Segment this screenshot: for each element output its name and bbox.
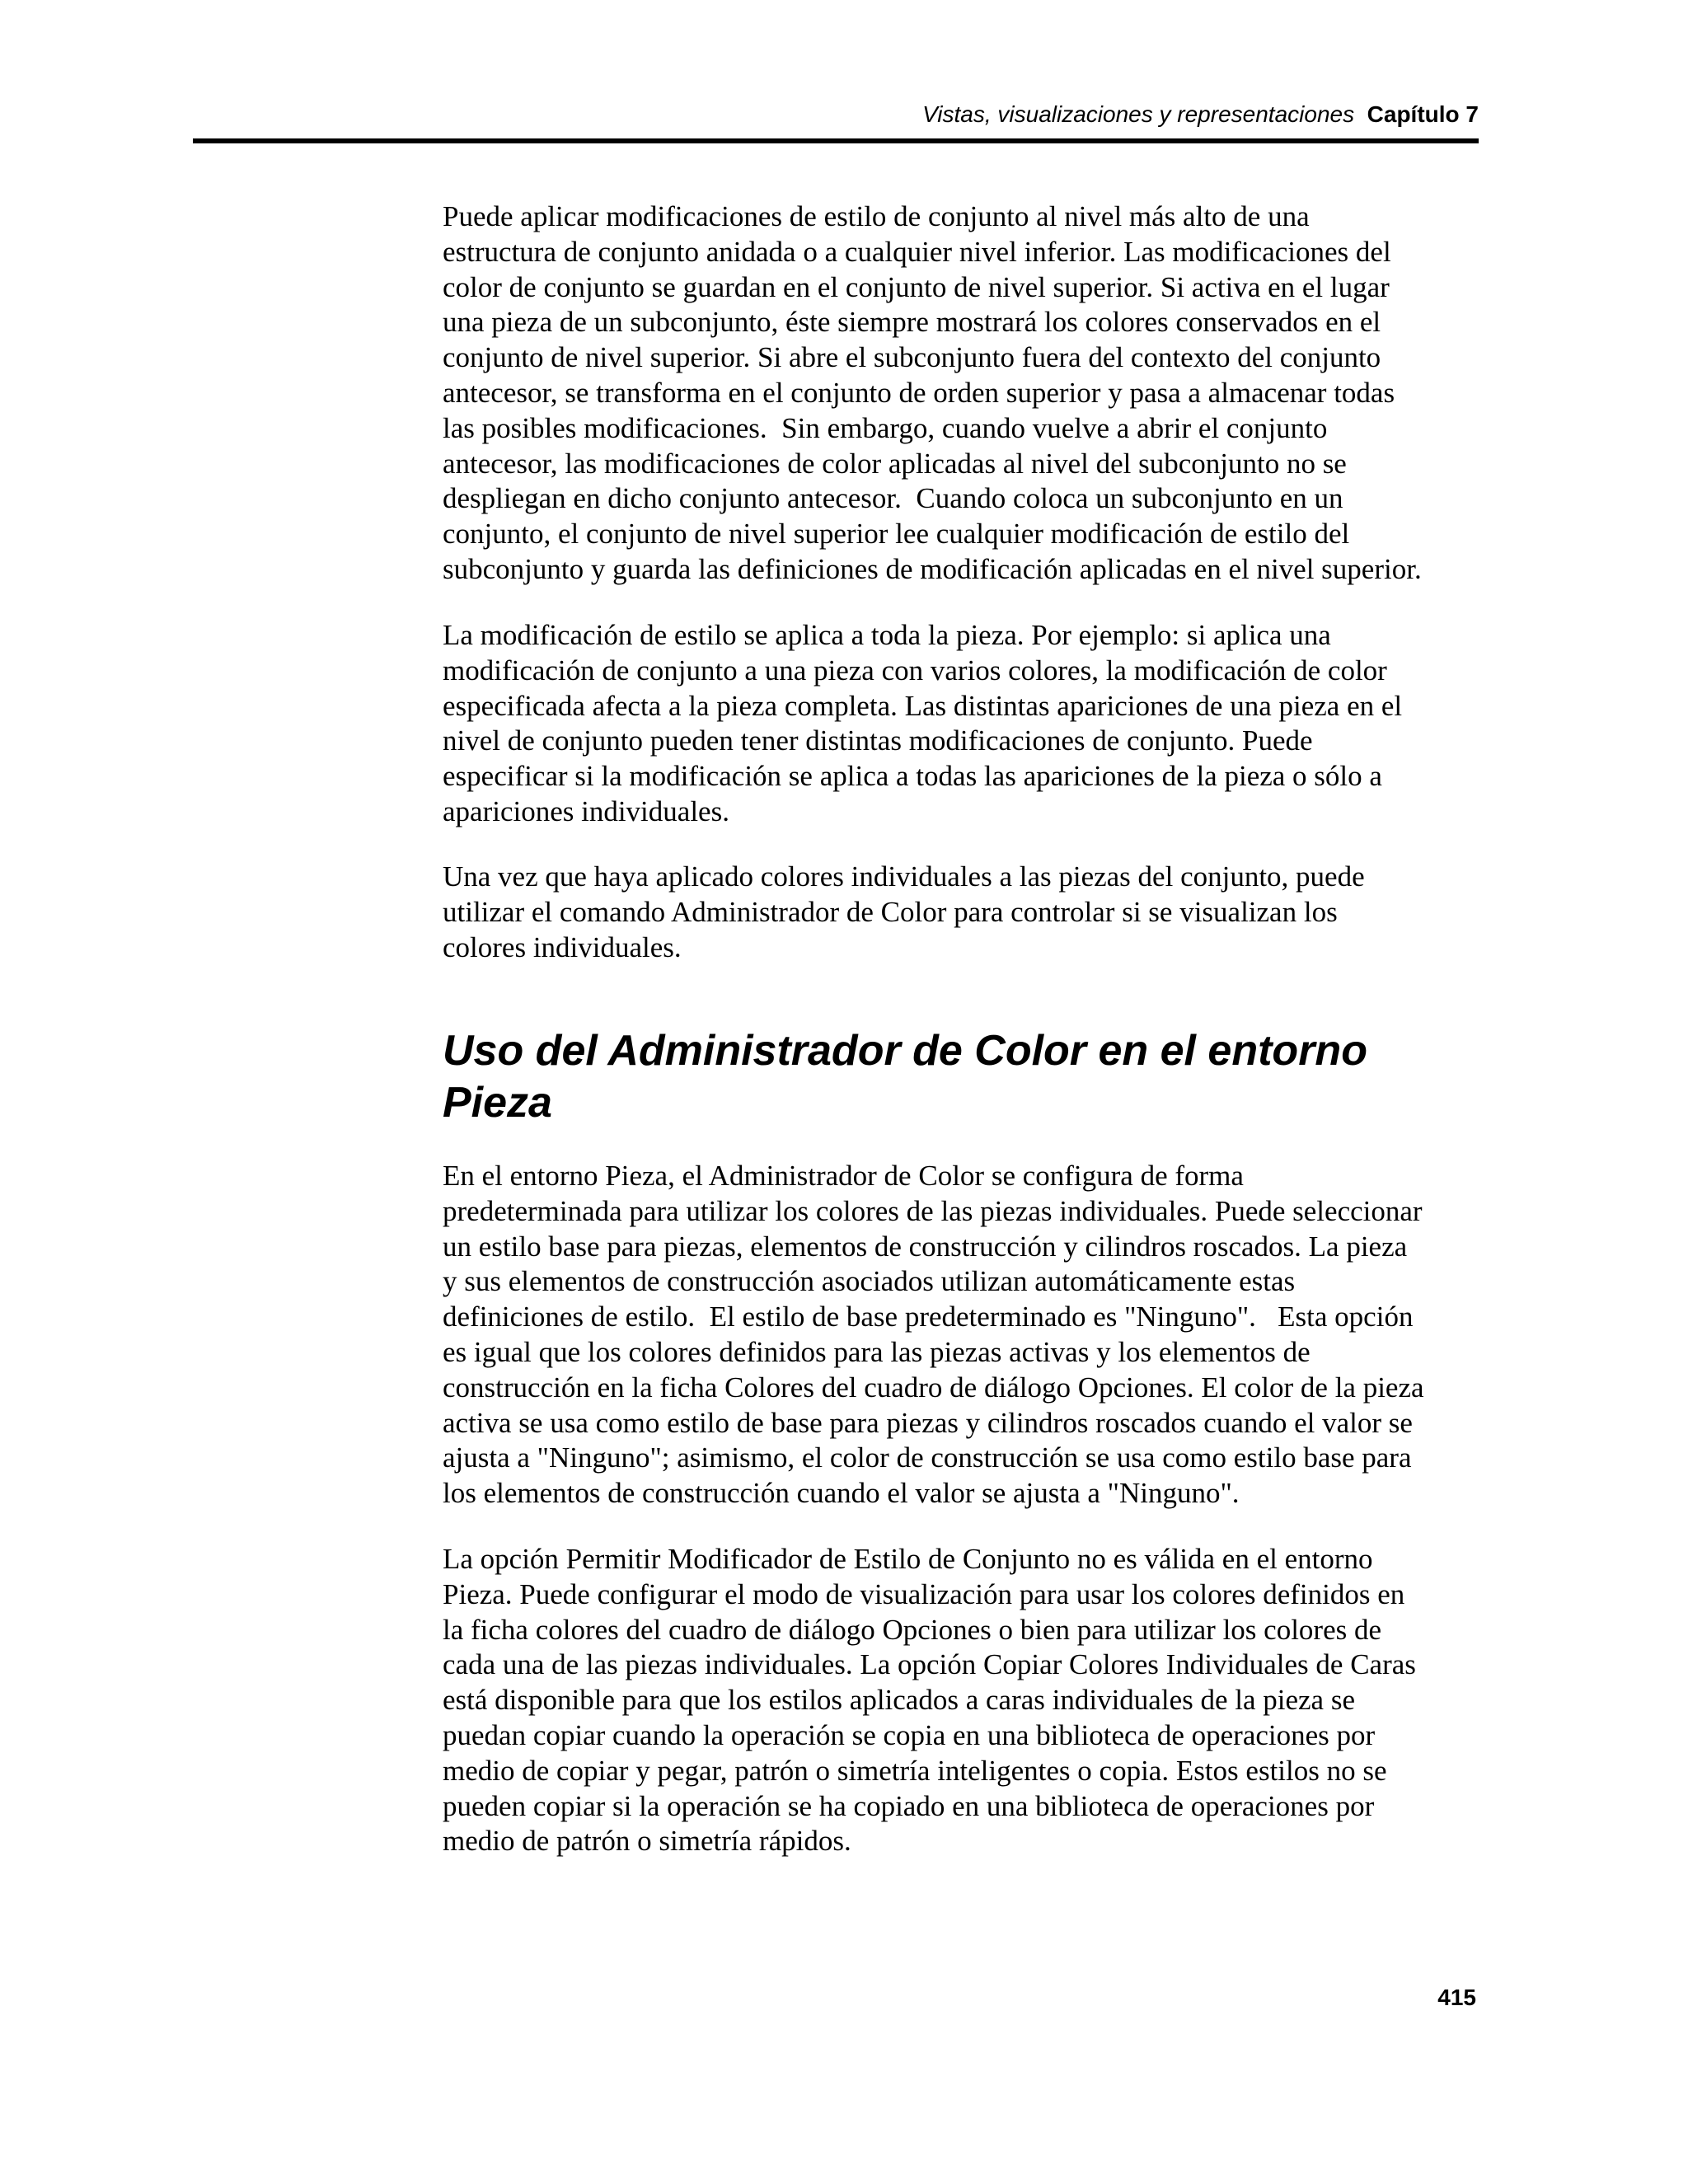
paragraph-3	[443, 860, 1514, 965]
paragraph-line: modificación de conjunto a una pieza con varios colores, la modificación de color	[443, 654, 1387, 687]
paragraph-line: las posibles modificaciones. Sin embargo, cuando vuelve a abrir el conjunto	[443, 411, 1328, 444]
paragraph-5	[443, 1542, 1514, 1859]
paragraph-line: especificar si la modificación se aplica a todas las apariciones de la pieza o sólo a	[443, 760, 1382, 793]
paragraph-line: puedan copiar cuando la operación se copia en una biblioteca de operaciones por	[443, 1718, 1376, 1751]
running-header	[922, 101, 1479, 129]
paragraph-line: cada una de las piezas individuales. La opción Copiar Colores Individuales de Caras	[443, 1648, 1416, 1681]
paragraph-line: apariciones individuales.	[443, 794, 729, 827]
section-heading-line: Pieza	[443, 1079, 552, 1127]
paragraph-line: Puede aplicar modificaciones de estilo de conjunto al nivel más alto de una	[443, 200, 1310, 232]
paragraph-line: conjunto, el conjunto de nivel superior lee cualquier modificación de estilo del	[443, 518, 1350, 551]
running-header-chapter: Capítulo 7	[1367, 101, 1479, 127]
paragraph-line: está disponible para que los estilos aplicados a caras individuales de la pieza se	[443, 1684, 1355, 1717]
paragraph-line: utilizar el comando Administrador de Color para controlar si se visualizan los	[443, 895, 1338, 928]
paragraph-line: una pieza de un subconjunto, éste siempre mostrará los colores conservados en el	[443, 306, 1381, 339]
running-header-section: Vistas, visualizaciones y representaciones	[922, 101, 1355, 127]
paragraph-line: Pieza. Puede configurar el modo de visualización para usar los colores definidos en	[443, 1577, 1405, 1610]
paragraph-line: La modificación de estilo se aplica a toda la pieza. Por ejemplo: si aplica una	[443, 619, 1331, 651]
paragraph-line: subconjunto y guarda las definiciones de modificación aplicadas en el nivel superior.	[443, 552, 1422, 585]
page-number: 415	[1437, 1985, 1476, 2010]
paragraph-line: la ficha colores del cuadro de diálogo Opciones o bien para utilizar los colores de	[443, 1613, 1382, 1646]
paragraph-line: es igual que los colores definidos para las piezas activas y los elementos de	[443, 1335, 1311, 1368]
paragraph-line: color de conjunto se guardan en el conjunto de nivel superior. Si activa en el lugar	[443, 270, 1390, 303]
header-rule	[193, 138, 1479, 143]
paragraph-line: construcción en la ficha Colores del cuadro de diálogo Opciones. El color de la pieza	[443, 1371, 1424, 1404]
section-heading	[443, 1025, 1367, 1129]
paragraph-line: y sus elementos de construcción asociados utilizan automáticamente estas	[443, 1265, 1296, 1298]
paragraph-line: predeterminada para utilizar los colores de las piezas individuales. Puede seleccionar	[443, 1194, 1423, 1227]
paragraph-line: medio de patrón o simetría rápidos.	[443, 1825, 851, 1858]
paragraph-line: medio de copiar y pegar, patrón o simetría inteligentes o copia. Estos estilos no se	[443, 1754, 1387, 1787]
paragraph-line: colores individuales.	[443, 930, 682, 963]
paragraph-line: especificada afecta a la pieza completa. Las distintas apariciones de una pieza en el	[443, 689, 1403, 722]
paragraph-line: ajusta a "Ninguno"; asimismo, el color de construcción se usa como estilo base para	[443, 1441, 1412, 1474]
paragraph-2	[443, 618, 1514, 830]
paragraph-line: conjunto de nivel superior. Si abre el subconjunto fuera del contexto del conjunto	[443, 341, 1381, 374]
paragraph-line: Una vez que haya aplicado colores individuales a las piezas del conjunto, puede	[443, 860, 1365, 893]
paragraph-line: nivel de conjunto pueden tener distintas modificaciones de conjunto. Puede	[443, 724, 1313, 757]
paragraph-line: pueden copiar si la operación se ha copiado en una biblioteca de operaciones por	[443, 1789, 1375, 1822]
paragraph-line: activa se usa como estilo de base para piezas y cilindros roscados cuando el valor se	[443, 1406, 1413, 1439]
paragraph-1	[443, 199, 1514, 588]
paragraph-line: estructura de conjunto anidada o a cualquier nivel inferior. Las modificaciones del	[443, 235, 1391, 268]
paragraph-line: antecesor, se transforma en el conjunto de orden superior y pasa a almacenar todas	[443, 376, 1395, 409]
paragraph-line: un estilo base para piezas, elementos de construcción y cilindros roscados. La pieza	[443, 1230, 1408, 1263]
paragraph-4	[443, 1159, 1514, 1511]
paragraph-line: definiciones de estilo. El estilo de base predeterminado es "Ninguno". Esta opción	[443, 1301, 1414, 1333]
paragraph-line: En el entorno Pieza, el Administrador de Color se configura de forma	[443, 1160, 1244, 1192]
paragraph-line: antecesor, las modificaciones de color aplicadas al nivel del subconjunto no se	[443, 447, 1347, 480]
paragraph-line: La opción Permitir Modificador de Estilo de Conjunto no es válida en el entorno	[443, 1543, 1373, 1575]
section-heading-line: Uso del Administrador de Color en el entorno	[443, 1027, 1367, 1075]
paragraph-line: los elementos de construcción cuando el valor se ajusta a "Ninguno".	[443, 1477, 1240, 1510]
paragraph-line: despliegan en dicho conjunto antecesor. Cuando coloca un subconjunto en un	[443, 482, 1343, 515]
